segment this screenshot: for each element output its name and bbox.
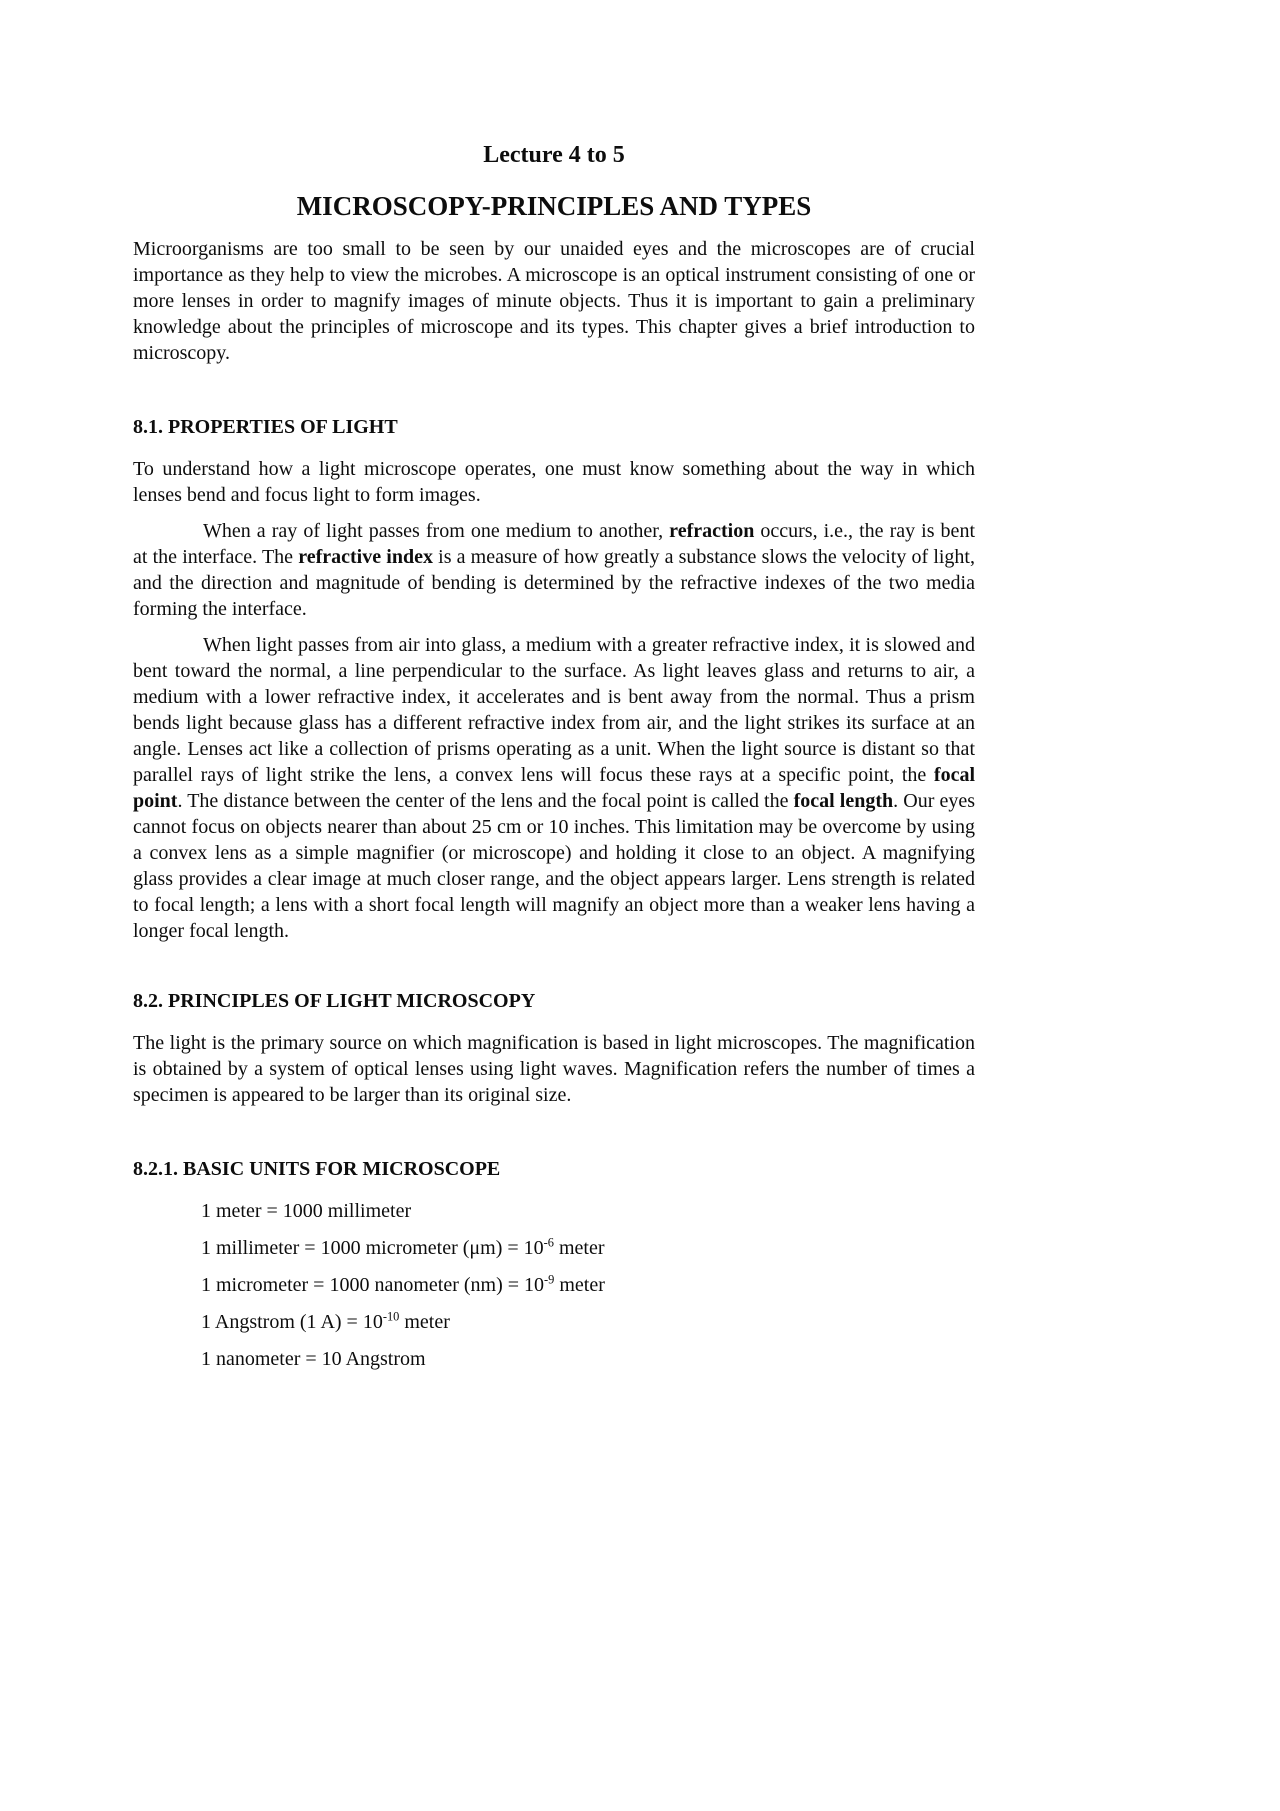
paragraph-light-microscope-operates: To understand how a light microscope operates, one must know something about the way in which lenses bend and focus light to form images. (133, 458, 975, 506)
paragraph-focal-point-length: When light passes from air into glass, a medium with a greater refractive index, it is slowed and bent toward the normal, a line perpendicular to the surface. As light leaves glass and returns to air, a medium with a lower refractive index, it accelerates and is bent away from the normal. Thus a prism bends light because glass has a different refractive index from air, and the light strikes its surface at an angle. Lenses act like a collection of prisms operating as a unit. When the light source is distant so that parallel rays of light strike the lens, a convex lens will focus these rays at a specific point, the focal point. The distance between the center of the lens and the focal point is called the focal length. Our eyes cannot focus on objects nearer than about 25 cm or 10 inches. This limitation may be overcome by using a convex lens as a simple magnifier (or microscope) and holding it close to an object. A magnifying glass provides a clear image at much closer range, and the object appears larger. Lens strength is related to focal length; a lens with a short focal length will magnify an object more than a weaker lens having a longer focal length. (133, 634, 975, 942)
paragraph-magnification: The light is the primary source on which magnification is based in light microscopes. The magnification is obtained by a system of optical lenses using light waves. Magnification refers the number of times a specimen is appeared to be larger than its original size. (133, 1032, 975, 1106)
unit-line-angstrom: 1 Angstrom (1 $A) = 10^{-10}$ meter (201, 1309, 450, 1333)
section-heading-principles-of-light-microscopy: 8.2. PRINCIPLES OF LIGHT MICROSCOPY (133, 990, 536, 1012)
intro-paragraph: Microorganisms are too small to be seen by our unaided eyes and the microscopes are of crucial importance as they help to view the microbes. A microscope is an optical instrument consisting of one or more lenses in order to magnify images of minute objects. Thus it is important to gain a preliminary knowledge about the principles of microscope and its types. This chapter gives a brief introduction to microscopy. (133, 238, 975, 364)
unit-conversion-list (201, 1198, 975, 1372)
unit-line-nanometer: 1 nanometer = 10 Angstrom (201, 1348, 426, 1370)
section-heading-properties-of-light: 8.1. PROPERTIES OF LIGHT (133, 416, 398, 438)
paragraph-refraction: When a ray of light passes from one medium to another, refraction occurs, i.e., the ray is bent at the interface. The refractive index is a measure of how greatly a substance slows the velocity of light, and the direction and magnitude of bending is determined by the refractive indexes of the two media forming the interface. (133, 520, 975, 620)
lecture-number-title: Lecture 4 to 5 (483, 142, 625, 168)
unit-line-millimeter: 1 millimeter = 1000 micrometer $(\mu m) = 10^{-6}$ meter (201, 1235, 605, 1259)
document-title: MICROSCOPY-PRINCIPLES AND TYPES (296, 191, 812, 221)
unit-line-micrometer: 1 micrometer = 1000 nanometer $(nm) = 10^{-9}$ meter (201, 1272, 605, 1296)
section-heading-basic-units: 8.2.1. BASIC UNITS FOR MICROSCOPE (133, 1158, 501, 1180)
unit-line-meter: 1 meter = 1000 millimeter (201, 1200, 412, 1222)
